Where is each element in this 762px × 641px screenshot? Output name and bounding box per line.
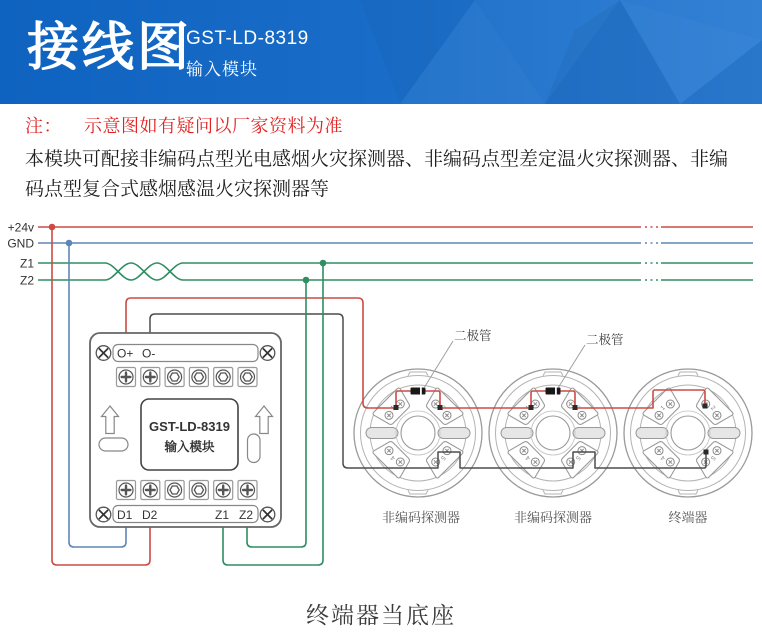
diode-symbol-1 — [411, 388, 426, 395]
detector-base-terminator — [624, 369, 752, 497]
bus-line-z2 — [38, 263, 753, 280]
top-terminal-strip — [113, 345, 258, 362]
junction-dot — [320, 260, 327, 267]
terminal-label-z1: Z1 — [215, 508, 230, 522]
terminal-label-o-plus: O+ — [117, 346, 134, 361]
terminal-screw-hex-icon — [238, 368, 257, 387]
corner-screw-icon — [260, 346, 275, 361]
junction-dot — [49, 224, 56, 231]
bus-lines — [38, 227, 753, 280]
terminal-screw-phillips-icon — [141, 368, 160, 387]
page-title: 接线图 — [27, 19, 193, 77]
terminal-screw-hex-icon — [165, 481, 184, 500]
diode-label-1: 二极管 — [454, 329, 492, 343]
terminal-screw-phillips-icon — [238, 481, 257, 500]
label-24v: +24v — [7, 220, 34, 235]
terminal-label-o-minus: O- — [142, 346, 156, 361]
note-text: 示意图如有疑问以厂家资料为准 — [84, 116, 343, 136]
corner-screw-icon — [260, 507, 275, 522]
module-name: GST-LD-8319 — [149, 419, 230, 434]
terminal-label-d2: D2 — [142, 508, 158, 522]
junction-dot — [303, 277, 310, 284]
terminal-screw-phillips-icon — [141, 481, 160, 500]
subtitle-model: GST-LD-8319 — [186, 28, 309, 49]
label-gnd: GND — [7, 236, 34, 251]
terminal-screw-phillips-icon — [117, 368, 136, 387]
module-nameplate — [141, 399, 238, 470]
note-prefix: 注： — [25, 116, 62, 136]
terminal-screw-hex-icon — [189, 481, 208, 500]
twisted-pair-strand — [105, 263, 183, 280]
terminal-screw-hex-icon — [214, 368, 233, 387]
label-z2: Z2 — [19, 273, 34, 288]
terminal-screw-phillips-icon — [117, 481, 136, 500]
description-text: 本模块可配接非编码点型光电感烟火灾探测器、非编码点型差定温火灾探测器、非编码点型复合式感烟感温火灾探测器等 — [25, 149, 729, 200]
terminal-screw-hex-icon — [189, 368, 208, 387]
detector-label-1: 非编码探测器 — [381, 510, 461, 525]
wiring-diagram: 5 +24v GND Z1 Z2 二极管 二极管 O+ O- GST-LD-8319 输入模块 D1 D2 Z1 Z2 非编码探测器 非编码探测器 终端器 — [0, 0, 762, 641]
module-type: 输入模块 — [164, 440, 215, 454]
terminal-screw-phillips-icon — [214, 481, 233, 500]
bottom-terminal-strip — [113, 506, 258, 523]
terminal-label-z2: Z2 — [239, 508, 254, 522]
label-z1: Z1 — [19, 256, 34, 271]
input-module — [90, 333, 281, 527]
junction-dot — [66, 240, 73, 247]
terminal-screw-hex-icon — [165, 368, 184, 387]
diode-symbol-2 — [546, 388, 561, 395]
detector-label-terminator: 终端器 — [668, 510, 708, 525]
subtitle-module-type: 输入模块 — [186, 60, 258, 79]
junction-dots — [49, 224, 327, 284]
bus-labels — [7, 221, 34, 288]
corner-screw-icon — [96, 346, 111, 361]
bottom-caption: 终端器当底座 — [306, 602, 456, 628]
diode-label-2: 二极管 — [586, 333, 624, 347]
bus-line-z1 — [38, 263, 753, 280]
corner-screw-icon — [96, 507, 111, 522]
detector-label-2: 非编码探测器 — [513, 510, 593, 525]
mounting-slot — [248, 434, 261, 463]
mounting-slot — [99, 438, 128, 451]
terminal-label-d1: D1 — [117, 508, 133, 522]
